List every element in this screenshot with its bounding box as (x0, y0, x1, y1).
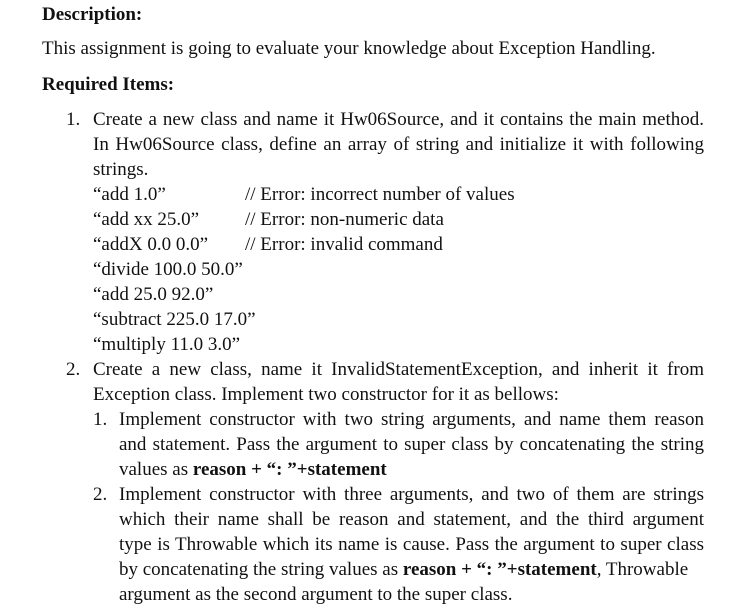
sub-item-2-line-4-text: by concatenating the string values as (119, 559, 403, 580)
string-value: “addX 0.0 0.0” (93, 234, 209, 255)
sub-item-1-line-2: and statement. Pass the argument to super class by concatenating the string (119, 434, 704, 455)
concatenation-expression: reason + “: ”+statement (192, 459, 387, 480)
item-2-number: 2. (66, 359, 81, 380)
item-1-line-1: Create a new class and name it Hw06Source, and it contains the main method. (93, 109, 704, 130)
description-text: This assignment is going to evaluate your knowledge about Exception Handling. (42, 38, 656, 59)
string-comment: // Error: invalid command (245, 234, 443, 255)
sub-item-1-number: 1. (93, 409, 108, 430)
sub-item-1-line-3-text: values as (119, 459, 193, 480)
string-value: “subtract 225.0 17.0” (93, 309, 256, 330)
item-1-line-3: strings. (93, 159, 149, 180)
string-value: “multiply 11.0 3.0” (93, 334, 241, 355)
sub-item-2-number: 2. (93, 484, 108, 505)
sub-item-2-line-5: argument as the second argument to the super class. (119, 584, 513, 605)
string-value: “add 25.0 92.0” (93, 284, 214, 305)
string-value: “add xx 25.0” (93, 209, 200, 230)
sub-item-1-line-3 (119, 457, 387, 482)
description-heading: Description: (42, 4, 143, 25)
string-value: “add 1.0” (93, 184, 166, 205)
sub-item-2-line-4 (119, 557, 688, 582)
sub-item-2-line-2: which their name shall be reason and statement, and the third argument (119, 509, 704, 530)
item-1-line-2: In Hw06Source class, define an array of string and initialize it with following (93, 134, 704, 155)
item-1-number: 1. (66, 109, 81, 130)
required-items-heading: Required Items: (42, 74, 175, 95)
sub-item-1-line-1: Implement constructor with two string arguments, and name them reason (119, 409, 704, 430)
item-2-line-2: Exception class. Implement two constructor for it as bellows: (93, 384, 559, 405)
string-value: “divide 100.0 50.0” (93, 259, 243, 280)
sub-item-2-line-4-suffix: , Throwable (596, 559, 689, 580)
concatenation-expression: reason + “: ”+statement (402, 559, 597, 580)
string-comment: // Error: non-numeric data (245, 209, 444, 230)
sub-item-2-line-1: Implement constructor with three arguments, and two of them are strings (119, 484, 704, 505)
sub-item-2-line-3: type is Throwable which its name is cause. Pass the argument to super class (119, 534, 704, 555)
item-2-line-1: Create a new class, name it InvalidStatementException, and inherit it from (93, 359, 704, 380)
string-comment: // Error: incorrect number of values (245, 184, 515, 205)
